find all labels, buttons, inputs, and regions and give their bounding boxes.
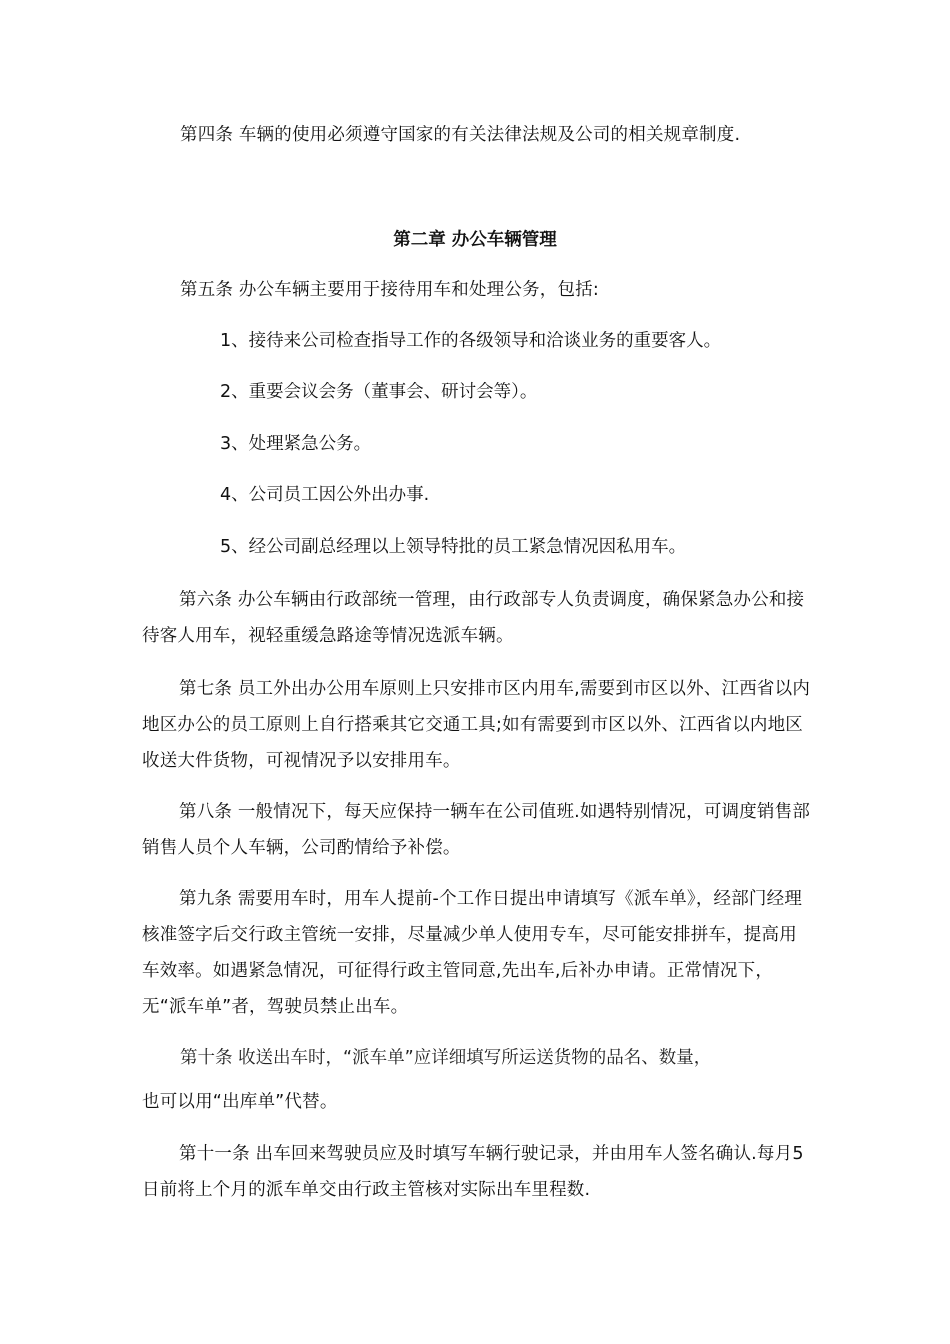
article-8: 第八条 一般情况下，每天应保持一辆车在公司值班.如遇特别情况，可调度销售部销售人员个人车辆，公司酌情给予补偿。 xyxy=(142,802,811,858)
article-5: 第五条 办公车辆主要用于接待用车和处理公务，包括: xyxy=(180,280,599,300)
article-10-cutoff-text: 第十条 收送出车时，“派车单”应详细填写所运送货物的品名、数量， xyxy=(180,1048,712,1068)
article-10-tail: 也可以用“出库单”代替。 xyxy=(142,1092,338,1112)
article-5-item-3: 3、处理紧急公务。 xyxy=(220,434,372,454)
article-7: 第七条 员工外出办公用车原则上只安排市区内用车,需要到市区以外、江西省以内地区办公的员工原则上自行搭乘其它交通工具;如有需要到市区以外、江西省以内地区收送大件货物，可视情况予以安排用车。 xyxy=(142,679,811,771)
article-6: 第六条 办公车辆由行政部统一管理，由行政部专人负责调度，确保紧急办公和接待客人用车，视轻重缓急路途等情况选派车辆。 xyxy=(142,590,805,646)
article-5-item-5: 5、经公司副总经理以上领导特批的员工紧急情况因私用车。 xyxy=(220,537,687,557)
article-11: 第十一条 出车回来驾驶员应及时填写车辆行驶记录，并由用车人签名确认.每月5日前将上个月的派车单交由行政主管核对实际出车里程数. xyxy=(142,1144,804,1200)
chapter-2-title: 第二章 办公车辆管理 xyxy=(393,230,557,250)
article-4: 第四条 车辆的使用必须遵守国家的有关法律法规及公司的相关规章制度. xyxy=(180,125,741,145)
article-5-item-2: 2、重要会议会务（董事会、研讨会等）。 xyxy=(220,382,538,402)
article-5-item-1: 1、接待来公司检查指导工作的各级领导和洽谈业务的重要客人。 xyxy=(220,331,722,351)
article-5-item-4: 4、公司员工因公外出办事. xyxy=(220,485,430,505)
article-9: 第九条 需要用车时，用车人提前-个工作日提出申请填写《派车单》，经部门经理核准签字后交行政主管统一安排，尽量减少单人使用专车，尽可能安排拼车，提高用车效率。如遇紧急情况，可征得行政主管同意,先出车,后补办申请。正常情况下，无“派车单”者，驾驶员禁止出车。 xyxy=(142,889,803,1017)
article-10-cutoff-line xyxy=(180,1048,830,1076)
